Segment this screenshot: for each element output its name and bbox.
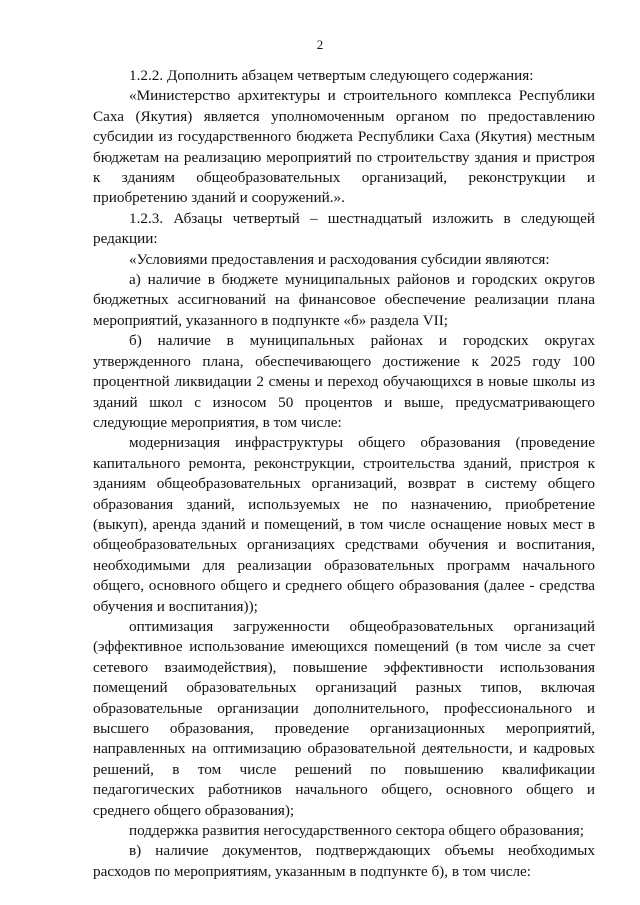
page-number: 2 <box>316 37 324 52</box>
paragraph-1-2-2: 1.2.2. Дополнить абзацем четвертым следующего содержания: <box>129 67 534 84</box>
paragraph-1-2-3: 1.2.3. Абзацы четвертый – шестнадцатый изложить в следующей редакции: <box>93 209 595 248</box>
paragraph-item-a: а) наличие в бюджете муниципальных районов и городских округов бюджетных ассигнований на финансовое обеспечение реализации плана мероприятий, указанного в подпункте «б» раздела VII; <box>93 271 595 329</box>
paragraph-item-b: б) наличие в муниципальных районах и городских округах утвержденного плана, обеспечивающего достижение к 2025 году 100 процентной ликвидации 2 смены и переход обучающихся в новые школы из зданий школ с износом 50 процентов и выше, предусматривающего следующие мероприятия, в том числе: <box>93 332 595 431</box>
paragraph-optimization: оптимизация загруженности общеобразовательных организаций (эффективное использование имеющихся помещений (в том числе за счет сетевого взаимодействия), повышение эффективности использования помещений образовательных организаций разных типов, включая образовательные организации дополнительного, профессионального и высшего образования, проведение организационных мероприятий, направленных на оптимизацию образовательной деятельности, и кадровых решений, в том числе решений по повышению квалификации педагогических работников начального общего, основного общего и среднего общего образования); <box>93 617 595 819</box>
paragraph-ministry-quote: «Министерство архитектуры и строительного комплекса Республики Саха (Якутия) является уполномоченным органом по предоставлению субсидии из государственного бюджета Республики Саха (Якутия) местным бюджетам на реализацию мероприятий по строительству здания и пристроя к зданиям общеобразовательных организаций, реконструкции и приобретению зданий и сооружений.». <box>93 87 595 207</box>
paragraph-private-sector: поддержка развития негосударственного сектора общего образования; <box>129 822 584 840</box>
paragraph-item-v: в) наличие документов, подтверждающих объемы необходимых расходов по мероприятиям, указанным в подпункте б), в том числе: <box>93 842 595 880</box>
paragraph-modernization: модернизация инфраструктуры общего образования (проведение капитального ремонта, реконструкции, строительства зданий, пристроя к зданиям общеобразовательных организаций, возврат в систему общего образования зданий, используемых не по назначению, приобретение (выкуп), аренда зданий и помещений, в том числе оснащение новых мест в общеобразовательных организациях средствами обучения и воспитания, необходимыми для реализации образовательных программ начального общего, основного общего и среднего общего образования (далее - средства обучения и воспитания)); <box>93 434 595 615</box>
paragraph-conditions-intro: «Условиями предоставления и расходования субсидии являются: <box>129 250 550 268</box>
document-body <box>93 66 595 882</box>
